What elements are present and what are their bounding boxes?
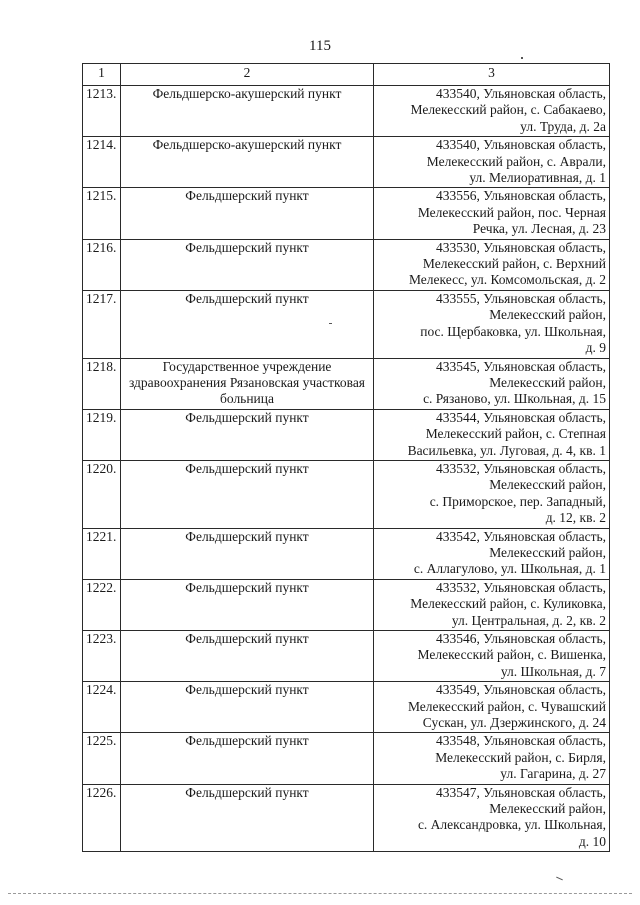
- row-number: 1215.: [83, 188, 121, 239]
- facility-address: [374, 137, 610, 188]
- facility-name: Фельдшерский пункт: [121, 682, 374, 733]
- facility-address: [374, 460, 610, 528]
- table-row: [83, 290, 610, 358]
- address-line: Мелекесский район,: [489, 544, 606, 560]
- address-line: 433548, Ульяновская область,: [435, 733, 606, 749]
- address-line: ул. Гагарина, д. 27: [500, 766, 606, 782]
- address-line: 433545, Ульяновская область,: [435, 358, 606, 374]
- table-row: [83, 682, 610, 733]
- facility-name: Фельдшерский пункт: [121, 409, 374, 460]
- address-line: с. Рязаново, ул. Школьная, д. 15: [423, 391, 606, 407]
- page-number: 115: [309, 38, 331, 54]
- address-line: Мелекесс, ул. Комсомольская, д. 2: [408, 272, 606, 288]
- address-line: 433530, Ульяновская область,: [435, 239, 606, 255]
- facility-address: [374, 579, 610, 630]
- facility-address: [374, 290, 610, 358]
- address-line: ул. Центральная, д. 2, кв. 2: [451, 612, 606, 628]
- table-row: [83, 528, 610, 579]
- address-line: 433532, Ульяновская область,: [435, 460, 606, 476]
- row-number: 1222.: [83, 579, 121, 630]
- row-number: 1219.: [83, 409, 121, 460]
- address-line: с. Приморское, пер. Западный,: [429, 493, 606, 509]
- table-row: [83, 784, 610, 852]
- scan-speck: [521, 57, 523, 59]
- facility-address: [374, 784, 610, 852]
- facility-address: [374, 86, 610, 137]
- facility-name: Фельдшерский пункт: [121, 188, 374, 239]
- row-number: 1220.: [83, 460, 121, 528]
- facility-name: Фельдшерский пункт: [121, 784, 374, 852]
- facility-address: [374, 682, 610, 733]
- address-line: Мелекесский район, с. Чувашский: [407, 698, 606, 714]
- facility-name: Фельдшерский пункт: [121, 733, 374, 784]
- facility-address: [374, 528, 610, 579]
- address-line: Мелекесский район, с. Аврали,: [426, 153, 606, 169]
- address-line: 433544, Ульяновская область,: [435, 409, 606, 425]
- scan-speck: [556, 877, 563, 881]
- facility-name: Фельдшерский пункт: [121, 631, 374, 682]
- address-line: 433540, Ульяновская область,: [435, 86, 606, 101]
- address-line: 433546, Ульяновская область,: [435, 631, 606, 646]
- facility-name: Фельдшерско-акушерский пункт: [121, 86, 374, 137]
- row-number: 1213.: [83, 86, 121, 137]
- facility-name: Фельдшерский пункт: [121, 239, 374, 290]
- address-line: д. 12, кв. 2: [545, 510, 606, 526]
- page-bottom-edge: [8, 893, 632, 894]
- facility-address: [374, 188, 610, 239]
- table-row: [83, 733, 610, 784]
- address-line: Мелекесский район, с. Сабакаево,: [410, 102, 606, 118]
- column-header-address: 3: [374, 64, 610, 86]
- address-line: д. 9: [585, 340, 606, 356]
- table-row: [83, 409, 610, 460]
- address-line: 433542, Ульяновская область,: [435, 528, 606, 544]
- facility-name: Фельдшерский пункт: [121, 460, 374, 528]
- facility-address: [374, 358, 610, 409]
- row-number: 1225.: [83, 733, 121, 784]
- table-row: [83, 460, 610, 528]
- table-row: [83, 631, 610, 682]
- row-number: 1226.: [83, 784, 121, 852]
- row-number: 1214.: [83, 137, 121, 188]
- facility-name: Фельдшерский пункт: [121, 528, 374, 579]
- table-row: [83, 358, 610, 409]
- address-line: ул. Мелиоративная, д. 1: [469, 170, 606, 186]
- row-number: 1217.: [83, 290, 121, 358]
- table-body: [83, 86, 610, 852]
- scan-speck: [329, 323, 332, 324]
- address-line: с. Александровка, ул. Школьная,: [417, 817, 606, 833]
- row-number: 1218.: [83, 358, 121, 409]
- column-header-name: 2: [121, 64, 374, 86]
- address-line: 433549, Ульяновская область,: [435, 682, 606, 698]
- address-line: 433547, Ульяновская область,: [435, 784, 606, 800]
- facility-name: Фельдшерский пункт: [121, 579, 374, 630]
- address-line: Мелекесский район, с. Куликовка,: [410, 596, 606, 612]
- address-line: пос. Щербаковка, ул. Школьная,: [420, 323, 606, 339]
- facility-name: Государственное учреждение здравоохранения Рязановская участковая больница: [121, 358, 374, 409]
- facility-address: [374, 733, 610, 784]
- address-line: 433540, Ульяновская область,: [435, 137, 606, 153]
- column-header-number: 1: [83, 64, 121, 86]
- address-line: Мелекесский район, с. Верхний: [422, 256, 606, 272]
- address-line: ул. Школьная, д. 7: [500, 663, 606, 679]
- address-line: Мелекесский район, с. Степная: [425, 426, 606, 442]
- address-line: Мелекесский район, с. Бирля,: [435, 749, 606, 765]
- address-line: 433555, Ульяновская область,: [435, 290, 606, 306]
- address-line: 433556, Ульяновская область,: [435, 188, 606, 204]
- row-number: 1223.: [83, 631, 121, 682]
- table-row: [83, 579, 610, 630]
- row-number: 1216.: [83, 239, 121, 290]
- table-row: [83, 86, 610, 137]
- facility-address: [374, 239, 610, 290]
- address-line: д. 10: [578, 833, 606, 849]
- row-number: 1221.: [83, 528, 121, 579]
- facility-name: Фельдшерский пункт: [121, 290, 374, 358]
- address-line: с. Аллагулово, ул. Школьная, д. 1: [413, 561, 606, 577]
- row-number: 1224.: [83, 682, 121, 733]
- address-line: 433532, Ульяновская область,: [435, 579, 606, 595]
- address-line: ул. Труда, д. 2а: [520, 118, 606, 134]
- facility-address: [374, 409, 610, 460]
- facility-address: [374, 631, 610, 682]
- address-line: Речка, ул. Лесная, д. 23: [472, 221, 606, 237]
- table-header-row: [83, 64, 610, 86]
- address-line: Сускан, ул. Дзержинского, д. 24: [422, 715, 606, 731]
- facility-name: Фельдшерско-акушерский пункт: [121, 137, 374, 188]
- table-row: [83, 137, 610, 188]
- address-line: Васильевка, ул. Луговая, д. 4, кв. 1: [407, 442, 606, 458]
- address-line: Мелекесский район,: [489, 307, 606, 323]
- address-line: Мелекесский район, пос. Черная: [417, 204, 606, 220]
- facilities-table: [82, 63, 610, 852]
- address-line: Мелекесский район,: [489, 801, 606, 817]
- address-line: Мелекесский район, с. Вишенка,: [417, 647, 606, 663]
- address-line: Мелекесский район,: [489, 374, 606, 390]
- table-row: [83, 239, 610, 290]
- address-line: Мелекесский район,: [489, 477, 606, 493]
- table-row: [83, 188, 610, 239]
